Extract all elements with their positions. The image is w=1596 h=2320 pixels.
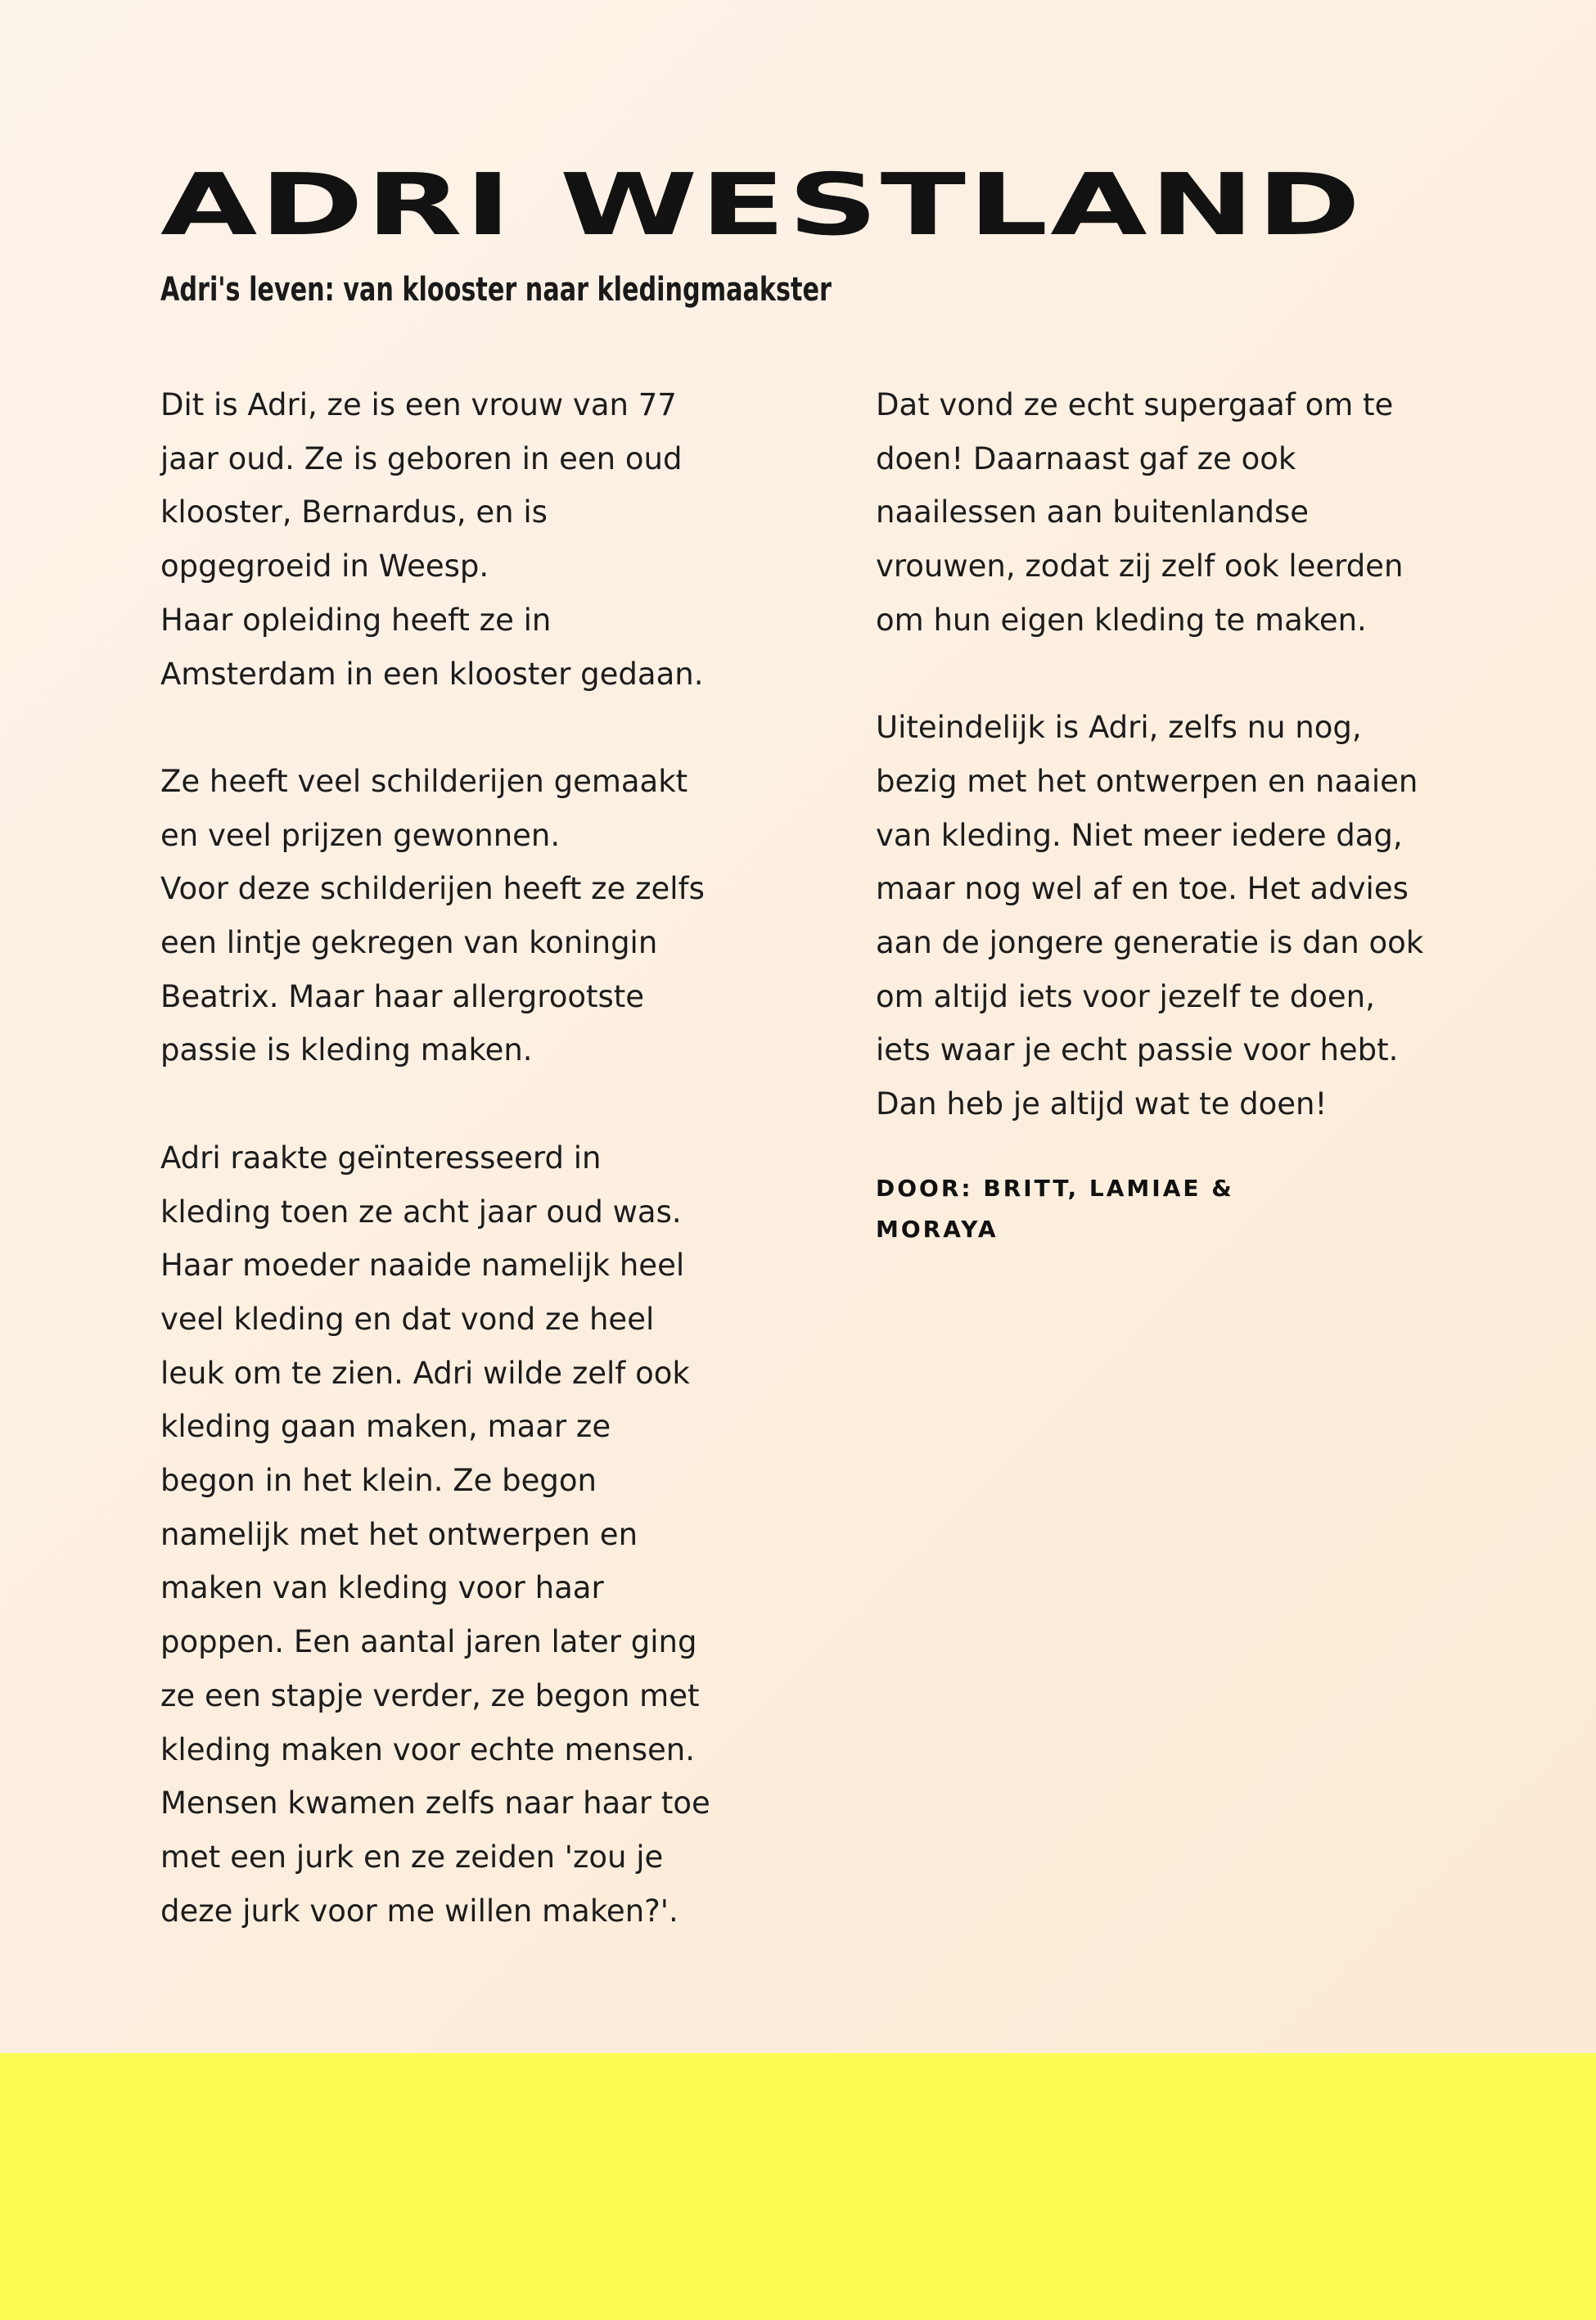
text-line: Beatrix. Maar haar allergrootste: [160, 978, 645, 1014]
text-line: maken van kleding voor haar: [160, 1570, 604, 1606]
text-line: kleding gaan maken, maar ze: [160, 1409, 611, 1445]
text-line: om altijd iets voor jezelf te doen,: [876, 978, 1375, 1014]
text-line: jaar oud. Ze is geboren in een oud: [160, 440, 683, 476]
text-line: Adri raakte geïnteresseerd in: [160, 1140, 602, 1176]
text-line: iets waar je echt passie voor hebt.: [876, 1032, 1399, 1068]
text-line: een lintje gekregen van koningin: [160, 925, 658, 961]
text-line: doen! Daarnaast gaf ze ook: [876, 440, 1296, 476]
text-line: Dan heb je altijd wat te doen!: [876, 1086, 1328, 1122]
text-line: naailessen aan buitenlandse: [876, 494, 1310, 530]
text-line: Dit is Adri, ze is een vrouw van 77: [160, 387, 677, 422]
text-line: vrouwen, zodat zij zelf ook leerden: [876, 548, 1404, 585]
text-line: Haar moeder naaide namelijk heel: [160, 1248, 685, 1284]
text-line: Voor deze schilderijen heeft ze zelfs: [160, 871, 705, 907]
text-line: ze een stapje verder, ze begon met: [160, 1677, 700, 1713]
text-line: Haar opleiding heeft ze in: [160, 602, 552, 638]
text-line: klooster, Bernardus, en is: [160, 494, 548, 530]
byline-line: MORAYA: [876, 1216, 999, 1243]
text-line: opgegroeid in Weesp.: [160, 548, 489, 585]
text-line: Dat vond ze echt supergaaf om te: [876, 387, 1394, 422]
text-line: leuk om te zien. Adri wilde zelf ook: [160, 1355, 690, 1391]
text-line: deze jurk voor me willen maken?'.: [160, 1893, 679, 1929]
text-line: Mensen kwamen zelfs naar haar toe: [160, 1785, 710, 1821]
text-line: kleding toen ze acht jaar oud was.: [160, 1194, 682, 1230]
paragraph: [160, 755, 750, 1077]
text-line: Ze heeft veel schilderijen gemaakt: [160, 763, 688, 799]
paragraph: [160, 1131, 750, 1939]
text-line: passie is kleding maken.: [160, 1032, 533, 1068]
text-line: veel kleding en dat vond ze heel: [160, 1301, 655, 1337]
byline-line: DOOR: BRITT, LAMIAE &: [876, 1175, 1234, 1202]
text-line: en veel prijzen gewonnen.: [160, 817, 561, 853]
paragraph: [876, 378, 1465, 648]
author-byline: [876, 1168, 1465, 1250]
text-line: namelijk met het ontwerpen en: [160, 1516, 638, 1552]
paragraph: [876, 701, 1465, 1131]
text-line: om hun eigen kleding te maken.: [876, 602, 1367, 638]
text-line: Amsterdam in een klooster gedaan.: [160, 656, 704, 692]
text-line: begon in het klein. Ze begon: [160, 1463, 597, 1499]
footer-color-band: [0, 2053, 1596, 2320]
text-line: poppen. Een aantal jaren later ging: [160, 1624, 697, 1660]
article-subtitle: Adri's leven: van klooster naar kledingmaakster: [160, 271, 832, 309]
article-title: ADRI WESTLAND: [160, 155, 1364, 255]
paragraph: [160, 378, 750, 701]
text-line: bezig met het ontwerpen en naaien: [876, 763, 1418, 799]
right-column: [876, 378, 1465, 1185]
left-column: [160, 378, 750, 1992]
text-line: kleding maken voor echte mensen.: [160, 1731, 695, 1767]
text-line: aan de jongere generatie is dan ook: [876, 925, 1424, 961]
text-line: maar nog wel af en toe. Het advies: [876, 871, 1409, 907]
text-line: van kleding. Niet meer iedere dag,: [876, 817, 1403, 853]
text-line: met een jurk en ze zeiden 'zou je: [160, 1839, 664, 1875]
text-line: Uiteindelijk is Adri, zelfs nu nog,: [876, 710, 1362, 746]
